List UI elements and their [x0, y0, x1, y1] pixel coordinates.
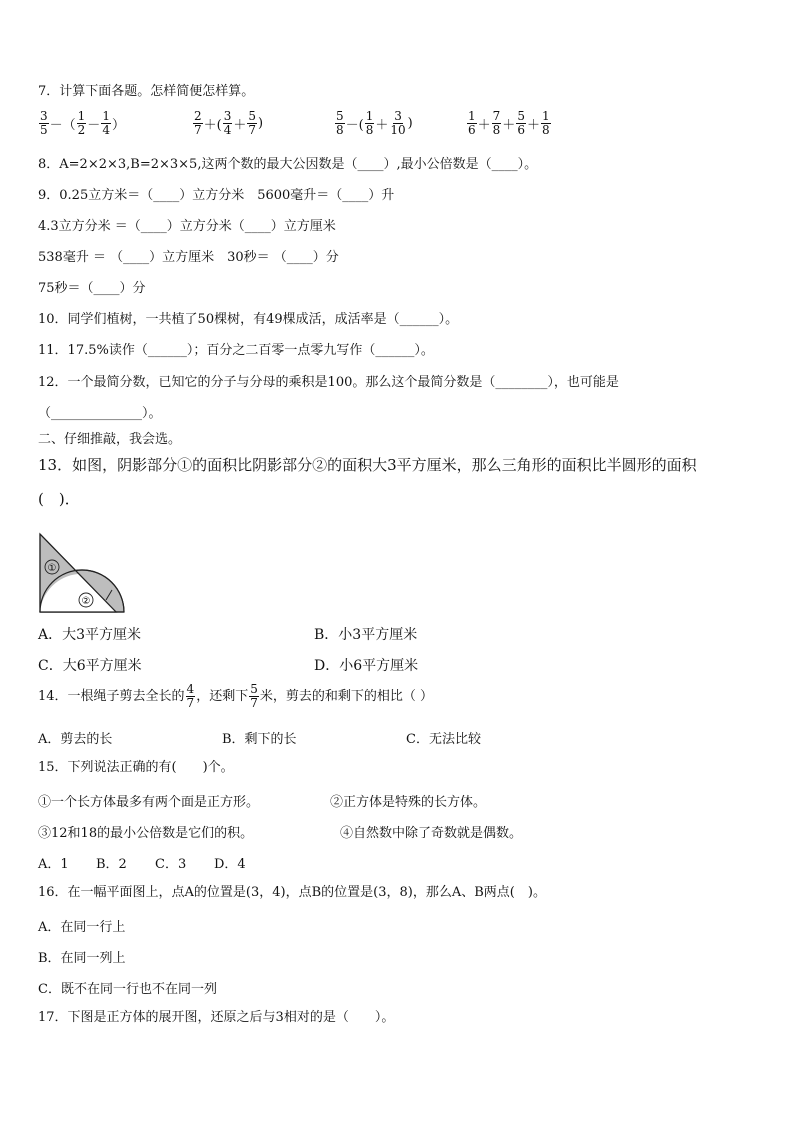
operator: ＋( [203, 118, 222, 133]
q14-option-b[interactable]: B．剩下的长 [222, 732, 297, 747]
operator: －( [345, 118, 364, 133]
q14-option-a[interactable]: A．剪去的长 [38, 732, 113, 747]
operator: ) [407, 116, 413, 131]
fraction: $\frac{7}{8}$ [492, 109, 501, 137]
figure-label-2: ② [81, 596, 91, 607]
q17-title: 17．下图是正方体的展开图，还原之后与3相对的是（ ）。 [38, 1010, 395, 1025]
fraction: $\frac{2}{7}$ [194, 109, 202, 137]
q15-statement-4: ④自然数中除了奇数就是偶数。 [340, 826, 523, 841]
q13-line-1: 13．如图，阴影部分①的面积比阴影部分②的面积大3平方厘米，那么三角形的面积比半圆形的面积 [38, 456, 697, 474]
fraction: $\frac{1}{2}$ [77, 109, 86, 137]
q13-option-b[interactable]: B．小3平方厘米 [314, 627, 418, 643]
figure-label-1: ① [47, 563, 57, 574]
fraction: $\frac{5}{8}$ [336, 109, 344, 137]
q16-option-c[interactable]: C．既不在同一行也不在同一列 [38, 982, 217, 997]
q7-title: 7．计算下面各题。怎样简便怎样算。 [38, 84, 255, 99]
q13-option-a[interactable]: A．大3平方厘米 [38, 627, 142, 643]
q15-statement-1: ①一个长方体最多有两个面是正方形。 [38, 795, 260, 810]
fraction: $\frac{3}{10}$ [390, 109, 406, 137]
operator: ） [111, 118, 125, 133]
operator: ＋ [477, 118, 491, 133]
section-heading: 二、仔细推敲，我会选。 [38, 432, 182, 447]
q7-expression-4 [466, 110, 552, 137]
q15-title: 15．下列说法正确的有( )个。 [38, 760, 234, 775]
q7-expression-1 [38, 110, 125, 137]
q16-title: 16．在一幅平面图上，点A的位置是(3，4)，点B的位置是(3，8)，那么A、B两点( )。 [38, 885, 546, 900]
q15-option-c[interactable]: C．3 [155, 857, 187, 872]
operator: － [87, 118, 101, 133]
q11-text: 11．17.5%读作（______）；百分之二百零一点零九写作（______）。 [38, 343, 434, 358]
q13-line-2: ( )． [38, 490, 80, 508]
operator: ＋ [526, 118, 540, 133]
operator: ＋ [233, 118, 247, 133]
fraction: $\frac{5}{7}$ [250, 682, 258, 710]
q16-option-a[interactable]: A．在同一行上 [38, 920, 126, 935]
operator: ＋ [375, 118, 389, 133]
fraction: $\frac{3}{4}$ [223, 109, 232, 137]
q15-option-d[interactable]: D．4 [214, 857, 246, 872]
q9-line-3: 538毫升 ＝ （____）立方厘米 30秒＝ （____）分 [38, 250, 339, 265]
operator: ＋ [502, 118, 516, 133]
q13-option-d[interactable]: D．小6平方厘米 [314, 658, 419, 674]
fraction: $\frac{1}{8}$ [541, 109, 550, 137]
fraction: $\frac{5}{6}$ [517, 109, 525, 137]
q8-text: 8．A=2×2×3,B=2×3×5,这两个数的最大公因数是（____）,最小公倍数是（____）。 [38, 157, 538, 172]
fraction: $\frac{5}{7}$ [248, 109, 257, 137]
q10-text: 10．同学们植树，一共植了50棵树，有49棵成活，成活率是（______）。 [38, 312, 459, 327]
triangle-semicircle-figure [36, 530, 130, 616]
operator: －（ [49, 118, 76, 133]
q13-option-c[interactable]: C．大6平方厘米 [38, 658, 142, 674]
q9-line-2: 4.3立方分米 ＝（____）立方分米（____）立方厘米 [38, 219, 336, 234]
q14-option-c[interactable]: C．无法比较 [406, 732, 481, 747]
q15-statement-2: ②正方体是特殊的长方体。 [330, 795, 487, 810]
fraction: $\frac{1}{8}$ [365, 109, 374, 137]
q15-option-b[interactable]: B．2 [96, 857, 127, 872]
q7-expression-3 [334, 110, 413, 137]
fraction: $\frac{1}{6}$ [468, 109, 476, 137]
q7-expression-2 [192, 110, 263, 137]
q12-line-2: （______________）。 [38, 406, 162, 421]
q14-text: 14．一根绳子剪去全长的 $\frac{4}{7}$ ，还剩下 $\frac{5}{7}$ 米，剪去的和剩下的相比（ ） [38, 682, 433, 710]
q9-line-4: 75秒＝（____）分 [38, 281, 146, 296]
q16-option-b[interactable]: B．在同一列上 [38, 951, 126, 966]
q12-line-1: 12．一个最简分数，已知它的分子与分母的乘积是100。那么这个最简分数是（________），也可能是 [38, 375, 619, 390]
operator: ) [258, 116, 264, 131]
q9-line-1: 9．0.25立方米＝（____）立方分米 5600毫升＝（____）升 [38, 188, 395, 203]
q15-statement-3: ③12和18的最小公倍数是它们的积。 [38, 826, 254, 841]
fraction: $\frac{4}{7}$ [186, 682, 195, 710]
fraction: $\frac{3}{5}$ [40, 109, 48, 137]
q15-option-a[interactable]: A．1 [38, 857, 69, 872]
fraction: $\frac{1}{4}$ [102, 109, 110, 137]
